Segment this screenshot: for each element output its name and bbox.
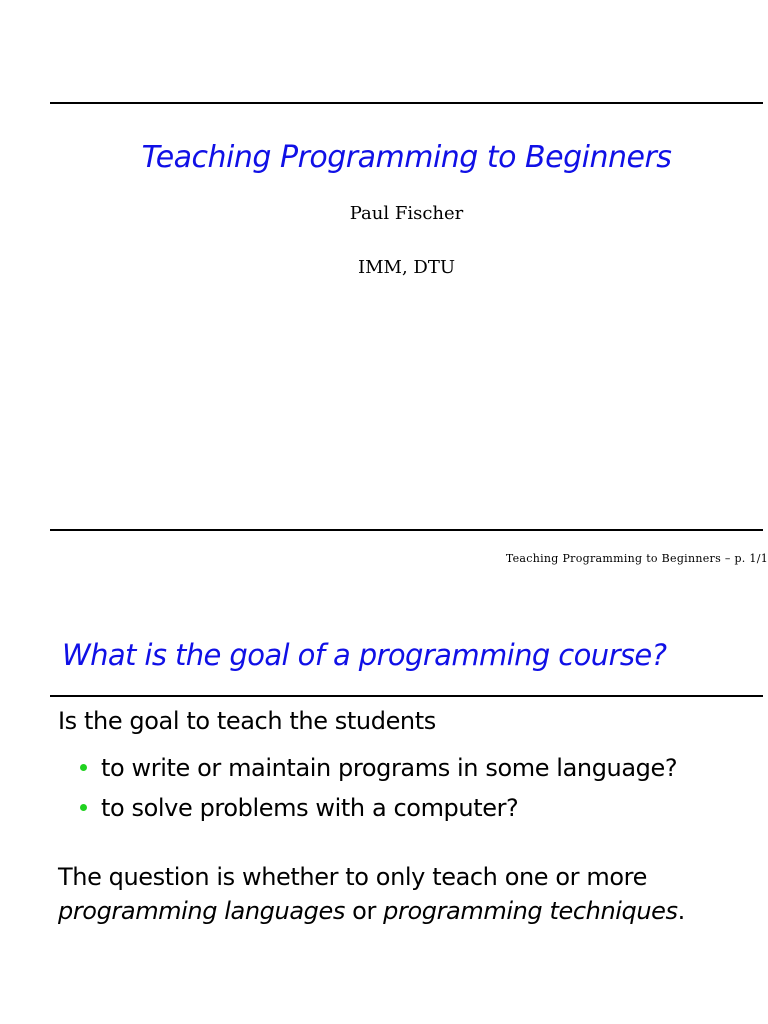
slide2-title: What is the goal of a programming course? [62,638,667,672]
list-item [80,752,677,792]
author-name: Paul Fischer [349,203,464,224]
list-item [80,792,677,832]
conclusion-line2 [58,894,685,928]
bullet-dot-icon [80,764,87,771]
bullet-text: to solve problems with a computer? [101,794,519,822]
slide2-title-divider [50,695,763,697]
connector-text: or [352,897,376,925]
conclusion-paragraph [58,860,685,928]
page-footer: Teaching Programming to Beginners – p. 1/1 [505,552,768,565]
conclusion-line1: The question is whether to only teach one or more [58,863,647,891]
bullet-text: to write or maintain programs in some language? [101,754,678,782]
intro-text: Is the goal to teach the students [58,707,436,735]
top-divider [50,102,763,104]
conclusion-end: . [677,897,685,925]
bullet-dot-icon [80,804,87,811]
slide-title: Teaching Programming to Beginners [141,140,672,175]
slide-bottom-divider [50,529,763,531]
term-programming-techniques: programming techniques [383,897,678,925]
term-programming-languages: programming languages [58,897,345,925]
bullet-list [80,752,677,832]
affiliation: IMM, DTU [357,257,456,278]
